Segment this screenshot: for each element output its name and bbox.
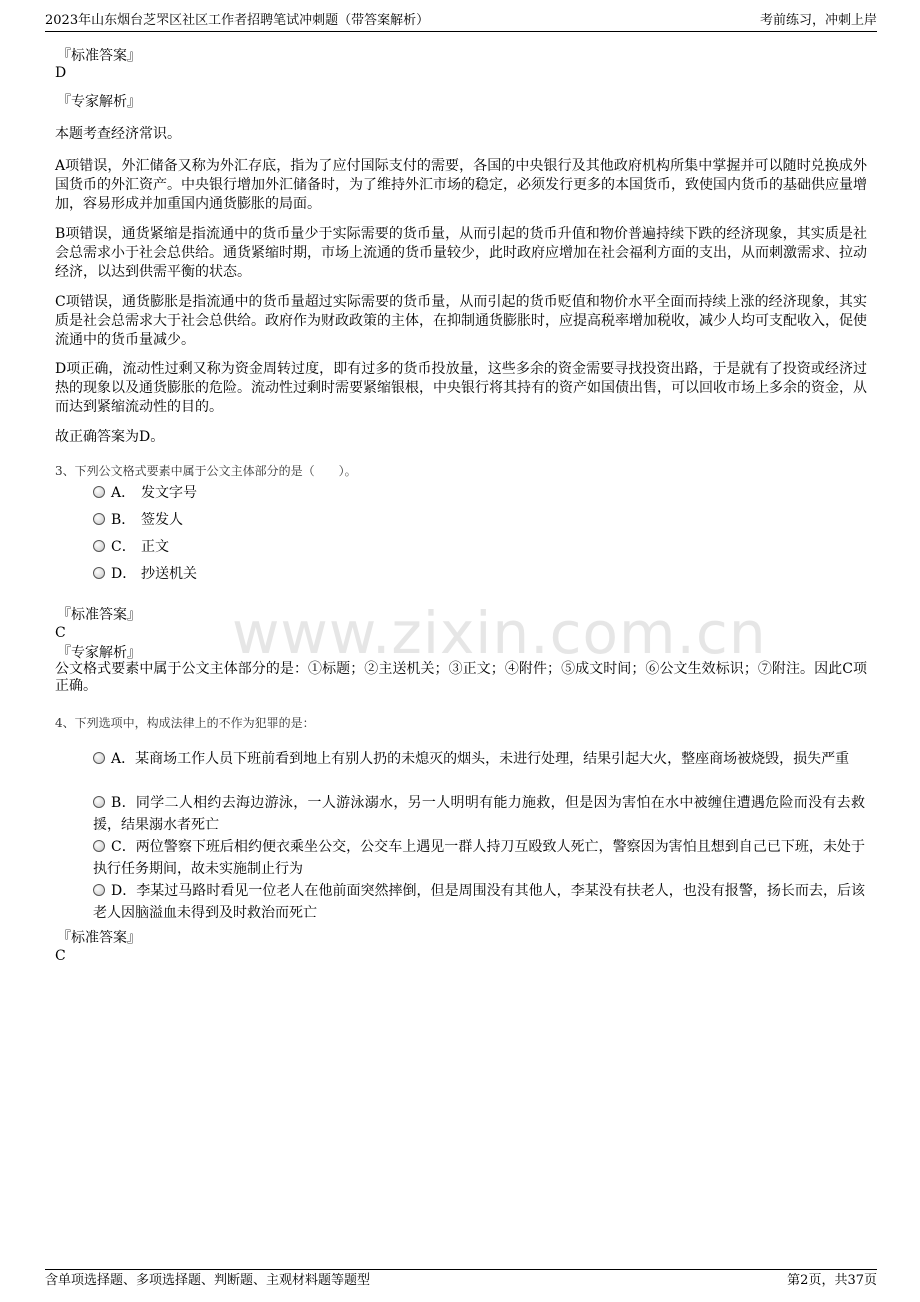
option-text: C．两位警察下班后相约便衣乘坐公交，公交车上遇见一群人持刀互殴致人死亡，警察因为害怕且想到自己已下班，未处于执行任务期间，故未实施制止行为 [93,839,865,877]
option-label: D． [111,566,137,582]
analysis-paragraph-c: C项错误，通货膨胀是指流通中的货币量超过实际需要的货币量，从而引起的货币贬值和物价水平全面而持续上涨的经济现象，其实质是社会总需求大于社会总供给。政府作为财政政策的主体，在抑制通货膨胀时，应提高税率增加税收，减少人均可支配收入，促使流通中的货币量减少。 [55,294,867,348]
option-4d[interactable] [93,880,865,924]
answer-value: C [55,625,66,641]
analysis-conclusion: 故正确答案为D。 [55,429,165,445]
answer-label: 『标准答案』 [57,48,141,64]
analysis-paragraph-d: D项正确，流动性过剩又称为资金周转过度，即有过多的货币投放量，这些多余的资金需要寻找投资出路，于是就有了投资或经济过热的现象以及通货膨胀的危险。流动性过剩时需要紧缩银根，中央银行将其持有的资产如国债出售，可以回收市场上多余的资金，从而达到紧缩流动性的目的。 [55,361,867,415]
option-text: 正文 [141,539,169,555]
option-label: B． [111,512,136,528]
analysis-label: 『专家解析』 [57,645,141,661]
radio-icon[interactable] [93,840,105,852]
option-4b[interactable] [93,792,865,836]
option-text: 抄送机关 [141,566,197,582]
option-3b[interactable] [93,510,183,530]
answer-label: 『标准答案』 [57,607,141,623]
analysis-label: 『专家解析』 [57,94,141,110]
radio-icon[interactable] [93,540,105,552]
option-text: A．某商场工作人员下班前看到地上有别人扔的未熄灭的烟头，未进行处理，结果引起大火，整座商场被烧毁，损失严重 [111,751,850,767]
radio-icon[interactable] [93,567,105,579]
option-text: 发文字号 [141,485,197,501]
answer-value: C [55,948,66,964]
option-text: B．同学二人相约去海边游泳，一人游泳溺水，另一人明明有能力施救，但是因为害怕在水中被缠住遭遇危险而没有去救援，结果溺水者死亡 [93,795,865,833]
option-4a[interactable] [93,748,865,770]
option-3c[interactable] [93,537,169,557]
radio-icon[interactable] [93,486,105,498]
option-text: D．李某过马路时看见一位老人在他前面突然摔倒，但是周围没有其他人，李某没有扶老人，也没有报警，扬长而去，后该老人因脑溢血未得到及时救治而死亡 [93,883,865,921]
option-3d[interactable] [93,564,197,584]
option-text: 签发人 [141,512,183,528]
document-title: 2023年山东烟台芝罘区社区工作者招聘笔试冲刺题（带答案解析） [45,13,430,28]
option-label: A． [111,485,136,501]
option-3a[interactable] [93,483,197,503]
footer-question-types: 含单项选择题、多项选择题、判断题、主观材料题等题型 [45,1273,371,1288]
answer-value: D [55,65,67,81]
question-4: 4、下列选项中，构成法律上的不作为犯罪的是： [55,716,315,730]
option-4c[interactable] [93,836,865,880]
watermark: www.zixin.com.cn [232,599,767,667]
radio-icon[interactable] [93,796,105,808]
radio-icon[interactable] [93,513,105,525]
radio-icon[interactable] [93,884,105,896]
header-slogan: 考前练习，冲刺上岸 [759,13,877,28]
radio-icon[interactable] [93,752,105,764]
analysis-text: 公文格式要素中属于公文主体部分的是：①标题；②主送机关；③正文；④附件；⑤成文时间；⑥公文生效标识；⑦附注。因此C项正确。 [55,661,867,694]
question-3: 3、下列公文格式要素中属于公文主体部分的是（ ）。 [55,464,357,478]
option-label: C． [111,539,136,555]
page-footer [45,1269,877,1288]
analysis-paragraph-a: A项错误，外汇储备又称为外汇存底，指为了应付国际支付的需要，各国的中央银行及其他政府机构所集中掌握并可以随时兑换成外国货币的外汇资产。中央银行增加外汇储备时，为了维持外汇市场的稳定，必须发行更多的本国货币，致使国内货币的基础供应量增加，容易形成并加重国内通货膨胀的局面。 [55,158,867,212]
analysis-intro: 本题考查经济常识。 [55,126,181,142]
answer-label: 『标准答案』 [57,930,141,946]
page-number: 第2页，共37页 [787,1273,877,1288]
analysis-paragraph-b: B项错误，通货紧缩是指流通中的货币量少于实际需要的货币量，从而引起的货币升值和物价普遍持续下跌的经济现象，其实质是社会总需求小于社会总供给。通货紧缩时期，市场上流通的货币量较少，此时政府应增加在社会福利方面的支出，从而刺激需求、拉动经济，以达到供需平衡的状态。 [55,226,867,280]
page-header [45,11,877,32]
